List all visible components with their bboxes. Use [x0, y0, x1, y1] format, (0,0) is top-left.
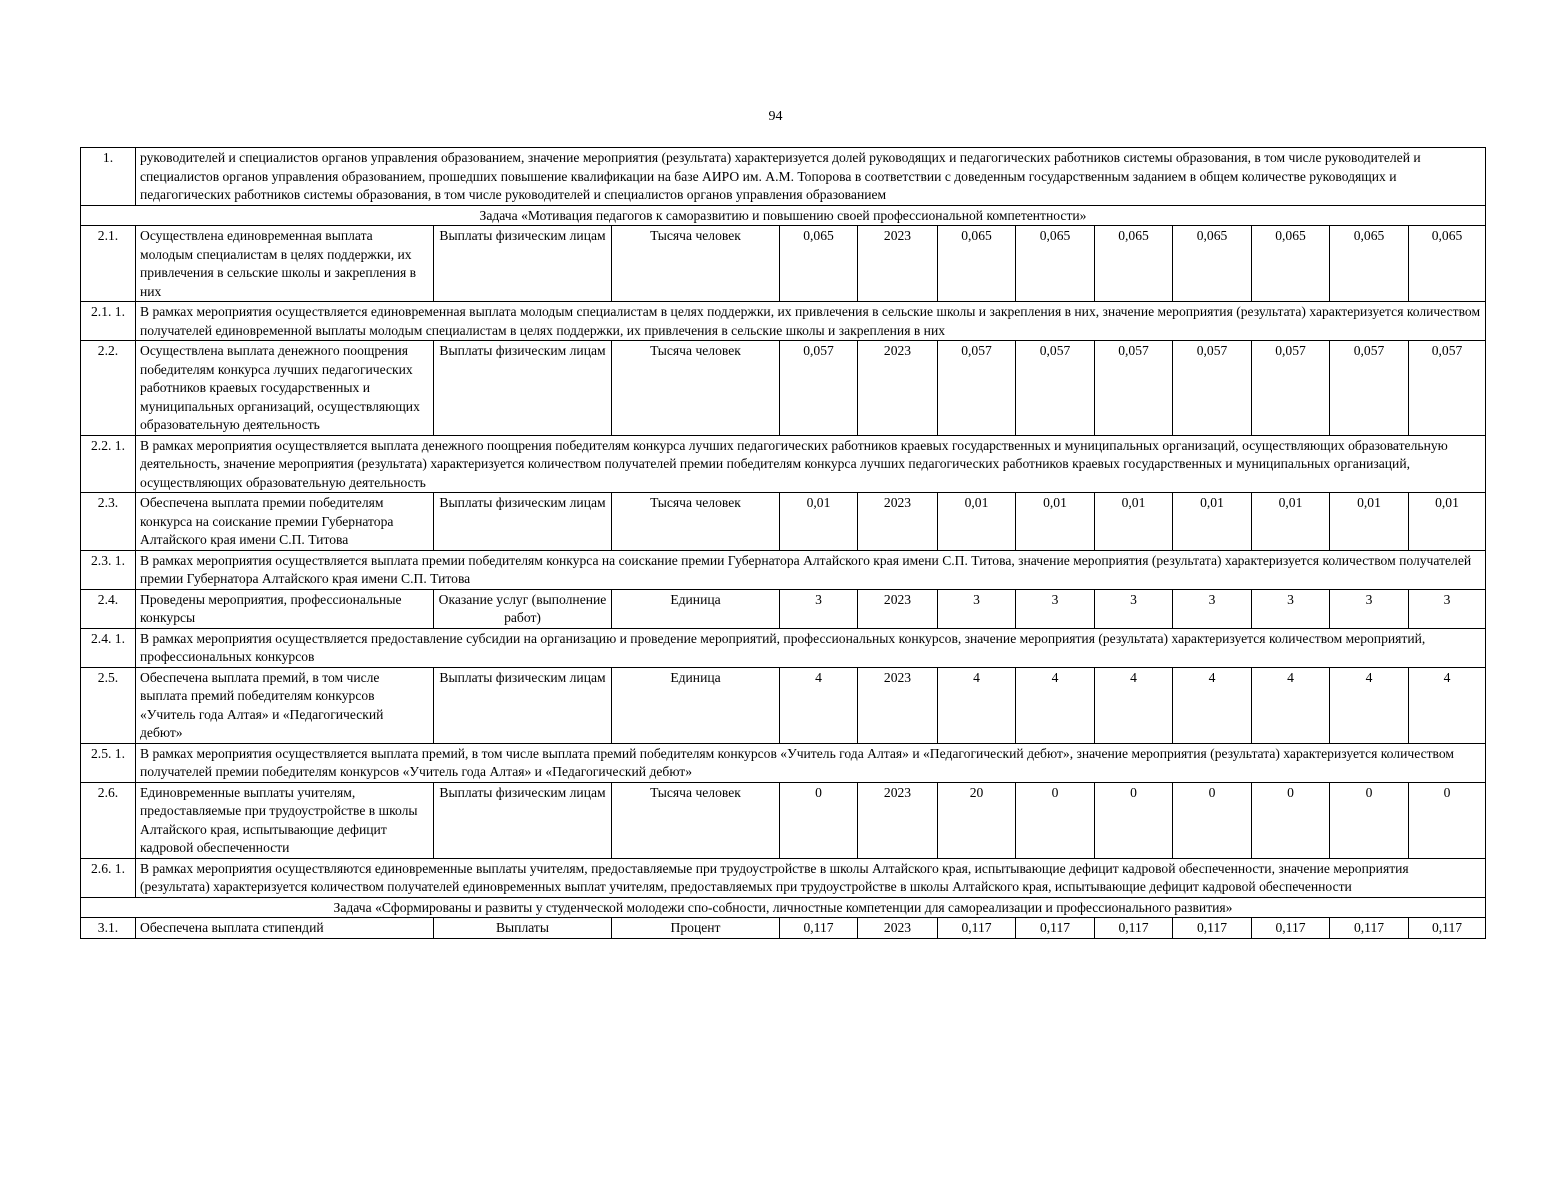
description-text: В рамках мероприятия осуществляется выплата премии победителям конкурса на соискание премии Губернатора Алтайского края имени С.П. Титова, значение мероприятия (результата) характеризуется количеством получателей премии Губернатора Алтайского края имени С.П. Титова — [136, 550, 1486, 589]
value-cell: 0,01 — [780, 493, 858, 551]
row-number: 2.2. — [81, 341, 136, 436]
measure-row — [81, 918, 1486, 939]
measure-name: Единовременные выплаты учителям, предоставляемые при трудоустройстве в школы Алтайского края, испытывающие дефицит кадровой обеспеченности — [136, 782, 434, 858]
measure-name: Обеспечена выплата стипендий — [136, 918, 434, 939]
value-cell: 4 — [1016, 667, 1095, 743]
value-cell: 0,117 — [1173, 918, 1252, 939]
value-cell: 4 — [780, 667, 858, 743]
measure-type: Выплаты физическим лицам — [434, 341, 612, 436]
value-cell: 0,057 — [938, 341, 1016, 436]
description-row — [81, 743, 1486, 782]
value-cell: 0,057 — [1409, 341, 1486, 436]
value-cell: 0,01 — [1016, 493, 1095, 551]
row-number: 2.1. 1. — [81, 302, 136, 341]
value-cell: 0,117 — [1409, 918, 1486, 939]
measure-type: Выплаты физическим лицам — [434, 226, 612, 302]
measure-type: Выплаты физическим лицам — [434, 667, 612, 743]
measure-unit: Единица — [612, 667, 780, 743]
value-cell: 4 — [1173, 667, 1252, 743]
task-heading: Задача «Сформированы и развиты у студенческой молодежи спо-собности, личностные компетенции для самореализации и профессионального развития» — [81, 897, 1486, 918]
value-cell: 0 — [1252, 782, 1330, 858]
value-cell: 0,117 — [1252, 918, 1330, 939]
value-cell: 2023 — [858, 493, 938, 551]
value-cell: 20 — [938, 782, 1016, 858]
value-cell: 4 — [1409, 667, 1486, 743]
value-cell: 2023 — [858, 589, 938, 628]
measure-row — [81, 341, 1486, 436]
value-cell: 0,065 — [1409, 226, 1486, 302]
row-number: 2.3. — [81, 493, 136, 551]
value-cell: 0,01 — [1252, 493, 1330, 551]
value-cell: 3 — [1409, 589, 1486, 628]
measure-row — [81, 226, 1486, 302]
value-cell: 3 — [1252, 589, 1330, 628]
value-cell: 3 — [1016, 589, 1095, 628]
row-number: 2.4. 1. — [81, 628, 136, 667]
row-number: 2.1. — [81, 226, 136, 302]
description-text: В рамках мероприятия осуществляется выплата денежного поощрения победителям конкурса лучших педагогических работников краевых государственных и муниципальных организаций, осуществляющих образовательную деятельность, значение мероприятия (результата) характеризуется количеством получателей премии победителям конкурса лучших педагогических работников краевых государственных и муниципальных организаций, осуществляющих образовательную деятельность — [136, 435, 1486, 493]
row-number: 2.6. 1. — [81, 858, 136, 897]
measure-type: Выплаты физическим лицам — [434, 493, 612, 551]
row-number: 2.5. 1. — [81, 743, 136, 782]
measure-row — [81, 667, 1486, 743]
value-cell: 0,057 — [780, 341, 858, 436]
value-cell: 0,065 — [1095, 226, 1173, 302]
measure-type: Выплаты — [434, 918, 612, 939]
value-cell: 0 — [1095, 782, 1173, 858]
row-number: 2.3. 1. — [81, 550, 136, 589]
value-cell: 3 — [780, 589, 858, 628]
value-cell: 0,117 — [780, 918, 858, 939]
row-number: 3.1. — [81, 918, 136, 939]
measure-name: Осуществлена выплата денежного поощрения победителям конкурса лучших педагогических работников краевых государственных и муниципальных организаций, осуществляющих образовательную деятельность — [136, 341, 434, 436]
value-cell: 4 — [1252, 667, 1330, 743]
value-cell: 0,01 — [1173, 493, 1252, 551]
description-text: В рамках мероприятия осуществляется выплата премий, в том числе выплата премий победителям конкурсов «Учитель года Алтая» и «Педагогический дебют», значение мероприятия (результата) характеризуется количеством получателей премии победителям конкурсов «Учитель года Алтая» и «Педагогический дебют» — [136, 743, 1486, 782]
value-cell: 0 — [1173, 782, 1252, 858]
value-cell: 0,117 — [1330, 918, 1409, 939]
measure-unit: Тысяча человек — [612, 226, 780, 302]
value-cell: 2023 — [858, 226, 938, 302]
row-number: 2.4. — [81, 589, 136, 628]
description-text: В рамках мероприятия осуществляется предоставление субсидии на организацию и проведение мероприятий, профессиональных конкурсов, значение мероприятия (результата) характеризуется количеством мероприятий, профессиональных конкурсов — [136, 628, 1486, 667]
measure-row — [81, 589, 1486, 628]
description-row — [81, 858, 1486, 897]
value-cell: 0,117 — [938, 918, 1016, 939]
row-number: 2.5. — [81, 667, 136, 743]
measure-row — [81, 493, 1486, 551]
value-cell: 2023 — [858, 341, 938, 436]
value-cell: 0,065 — [780, 226, 858, 302]
value-cell: 4 — [1095, 667, 1173, 743]
value-cell: 0,057 — [1173, 341, 1252, 436]
description-text: В рамках мероприятия осуществляются единовременные выплаты учителям, предоставляемые при трудоустройстве в школы Алтайского края, испытывающие дефицит кадровой обеспеченности, значение мероприятия (результата) характеризуется количеством получателей единовременных выплат учителям, предоставляемых при трудоустройстве в школы Алтайского края, испытывающие дефицит кадровой обеспеченности — [136, 858, 1486, 897]
description-row — [81, 550, 1486, 589]
value-cell: 3 — [938, 589, 1016, 628]
measure-unit: Тысяча человек — [612, 341, 780, 436]
value-cell: 0,01 — [1095, 493, 1173, 551]
row-number: 2.2. 1. — [81, 435, 136, 493]
measure-type: Выплаты физическим лицам — [434, 782, 612, 858]
value-cell: 2023 — [858, 918, 938, 939]
task-heading-row — [81, 897, 1486, 918]
value-cell: 3 — [1095, 589, 1173, 628]
value-cell: 0 — [780, 782, 858, 858]
value-cell: 0,065 — [1252, 226, 1330, 302]
measure-unit: Процент — [612, 918, 780, 939]
value-cell: 0,065 — [1173, 226, 1252, 302]
value-cell: 0,01 — [938, 493, 1016, 551]
value-cell: 0,065 — [1330, 226, 1409, 302]
measure-unit: Тысяча человек — [612, 493, 780, 551]
value-cell: 2023 — [858, 782, 938, 858]
page-number: 94 — [768, 109, 783, 124]
description-text: руководителей и специалистов органов управления образованием, значение мероприятия (результата) характеризуется долей руководящих и педагогических работников системы образования, в том числе руководителей и специалистов органов управления образованием, прошедших повышение квалификации на базе АИРО им. А.М. Топорова в соответствии с доведенным государственным заданием в общем количестве руководящих и педагогических работников системы образования, в том числе руководителей и специалистов органов управления образованием — [136, 148, 1486, 206]
measures-table — [80, 147, 1486, 939]
value-cell: 3 — [1330, 589, 1409, 628]
value-cell: 0,057 — [1095, 341, 1173, 436]
value-cell: 0,01 — [1409, 493, 1486, 551]
description-text: В рамках мероприятия осуществляется единовременная выплата молодым специалистам в целях поддержки, их привлечения в сельские школы и закрепления в них, значение мероприятия (результата) характеризуется количеством получателей единовременной выплаты молодым специалистам в целях поддержки, их привлечения в сельские школы и закрепления в них — [136, 302, 1486, 341]
value-cell: 0,057 — [1016, 341, 1095, 436]
row-number: 2.6. — [81, 782, 136, 858]
measure-unit: Тысяча человек — [612, 782, 780, 858]
row-number: 1. — [81, 148, 136, 206]
value-cell: 0,057 — [1252, 341, 1330, 436]
value-cell: 0 — [1330, 782, 1409, 858]
measure-name: Обеспечена выплата премий, в том числе выплата премий победителям конкурсов «Учитель года Алтая» и «Педагогический дебют» — [136, 667, 434, 743]
value-cell: 0 — [1409, 782, 1486, 858]
value-cell: 2023 — [858, 667, 938, 743]
value-cell: 0,01 — [1330, 493, 1409, 551]
value-cell: 0,065 — [1016, 226, 1095, 302]
measure-type: Оказание услуг (выполнение работ) — [434, 589, 612, 628]
value-cell: 0 — [1016, 782, 1095, 858]
measure-unit: Единица — [612, 589, 780, 628]
measure-name: Обеспечена выплата премии победителям конкурса на соискание премии Губернатора Алтайского края имени С.П. Титова — [136, 493, 434, 551]
value-cell: 0,057 — [1330, 341, 1409, 436]
value-cell: 0,117 — [1016, 918, 1095, 939]
measure-name: Проведены мероприятия, профессиональные конкурсы — [136, 589, 434, 628]
description-row — [81, 435, 1486, 493]
value-cell: 3 — [1173, 589, 1252, 628]
value-cell: 4 — [1330, 667, 1409, 743]
task-heading-row — [81, 205, 1486, 226]
description-row — [81, 302, 1486, 341]
value-cell: 0,065 — [938, 226, 1016, 302]
value-cell: 0,117 — [1095, 918, 1173, 939]
value-cell: 4 — [938, 667, 1016, 743]
task-heading: Задача «Мотивация педагогов к саморазвитию и повышению своей профессиональной компетентности» — [81, 205, 1486, 226]
measure-row — [81, 782, 1486, 858]
description-row — [81, 628, 1486, 667]
measure-name: Осуществлена единовременная выплата молодым специалистам в целях поддержки, их привлечения в сельские школы и закрепления в них — [136, 226, 434, 302]
description-row — [81, 148, 1486, 206]
